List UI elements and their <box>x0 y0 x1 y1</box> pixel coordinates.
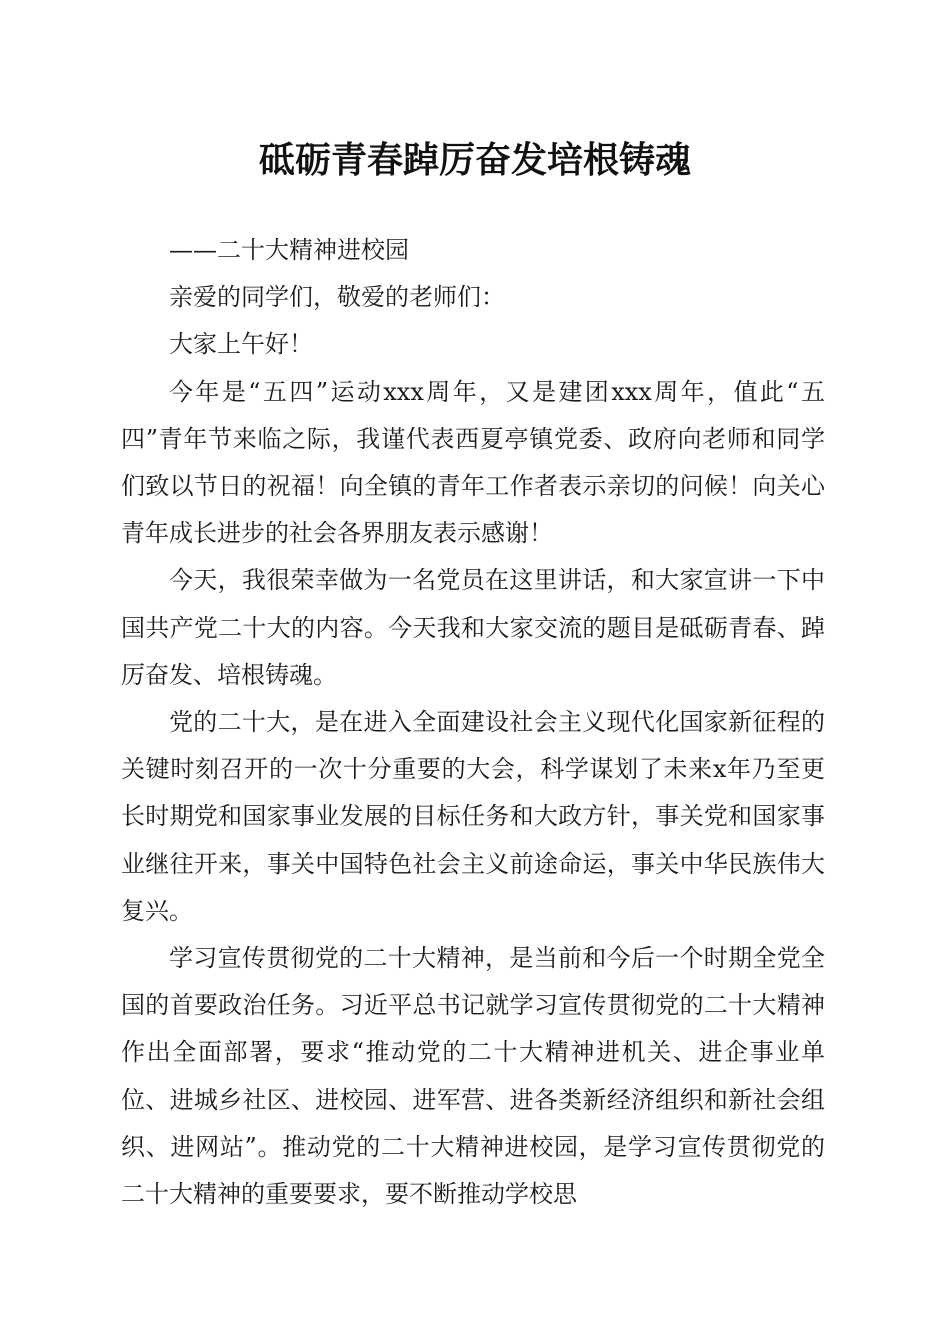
subtitle: ——二十大精神进校园 <box>169 236 409 264</box>
greeting: 大家上午好！ <box>169 330 313 359</box>
paragraph: 学习宣传贯彻党的二十大精神，是当前和今后一个时期全党全国的首要政治任务。习近平总书记就学习宣传贯彻党的二十大精神作出全面部署，要求“推动党的二十大精神进机关、进企事业单位、进城乡社区、进校园、进军营、进各类新经济组织和新社会组织、进网站”。推动党的二十大精神进校园，是学习宣传贯彻党的二十大精神的重要要求，要不断推动学校思 <box>121 944 825 1209</box>
document-title: 砥砺青春踔厉奋发培根铸魂 <box>258 139 691 181</box>
paragraph: 今天，我很荣幸做为一名党员在这里讲话，和大家宣讲一下中国共产党二十大的内容。今天我和大家交流的题目是砥砺青春、踔厉奋发、培根铸魂。 <box>121 566 825 689</box>
paragraph: 今年是“五四”运动xxx周年，又是建团xxx周年，值此“五四”青年节来临之际，我谨代表西夏亭镇党委、政府向老师和同学们致以节日的祝福！向全镇的青年工作者表示亲切的问候！向关心青年成长进步的社会各界朋友表示感谢！ <box>121 377 825 548</box>
document-body <box>121 227 825 1218</box>
paragraph: 党的二十大，是在进入全面建设社会主义现代化国家新征程的关键时刻召开的一次十分重要的大会，科学谋划了未来x年乃至更长时期党和国家事业发展的目标任务和大政方针，事关党和国家事业继往开来，事关中国特色社会主义前途命运，事关中华民族伟大复兴。 <box>121 708 825 925</box>
salutation: 亲爱的同学们，敬爱的老师们： <box>169 283 505 312</box>
